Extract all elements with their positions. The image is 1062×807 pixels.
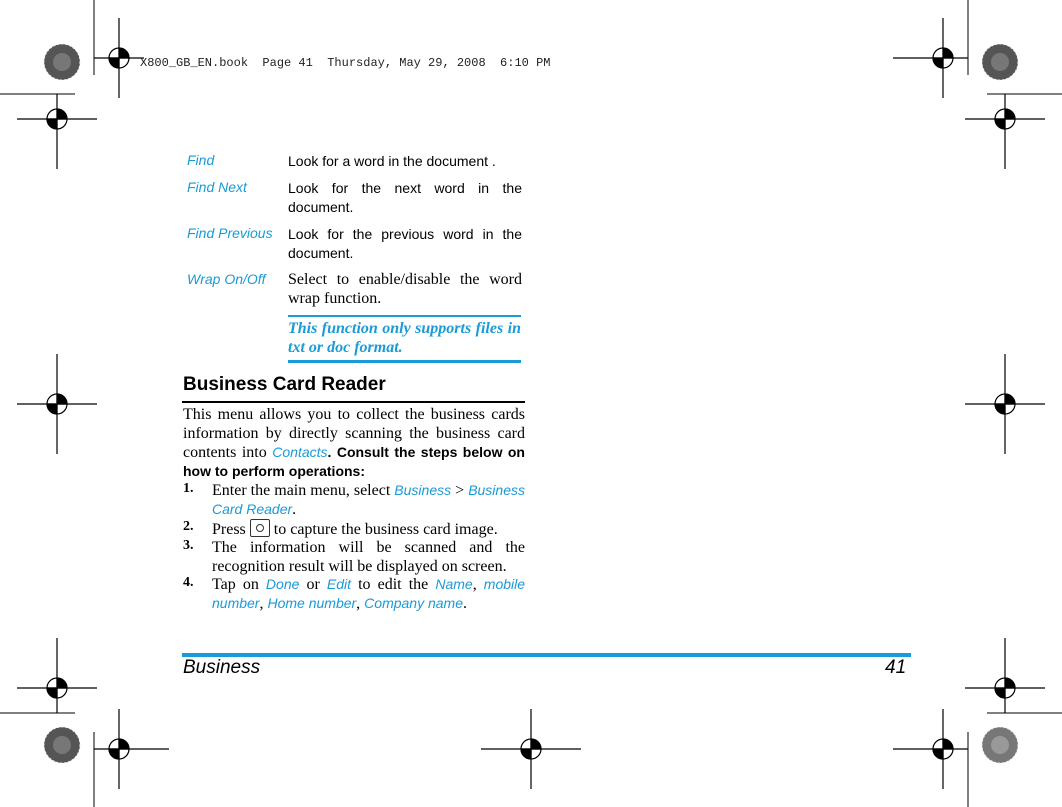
step-number: 3. [183, 538, 194, 553]
step-number: 2. [183, 519, 194, 534]
step-text-part: , [356, 595, 365, 612]
step-end: . [292, 501, 297, 518]
option-desc: Look for a word in the document . [288, 153, 496, 169]
footer-section: Business [183, 657, 261, 678]
option-desc: Select to enable/disable the word wrap function. [288, 271, 522, 307]
step-number: 4. [183, 575, 194, 590]
term-mobile-number: mobile number [212, 576, 526, 611]
option-term: Find [187, 152, 215, 168]
term-edit: Edit [326, 576, 352, 592]
print-header: X800_GB_EN.book Page 41 Thursday, May 29, 2008 6:10 PM [140, 56, 551, 70]
term-name: Name [435, 576, 473, 592]
step-text-part: to edit the [351, 576, 436, 593]
step-text-part: Enter the main menu, select [212, 482, 395, 499]
step-text-part: , [259, 595, 268, 612]
menu-business: Business [394, 482, 452, 498]
option-term: Find Previous [187, 225, 273, 241]
menu-business-card-reader: Business Card Reader [212, 482, 525, 517]
note-box: This function only supports files in txt or doc format. [288, 315, 521, 363]
step-text [212, 519, 525, 539]
option-desc: Look for the next word in the document. [288, 180, 522, 215]
footer-rule [182, 653, 911, 657]
section-rule [182, 401, 525, 403]
camera-key-icon [250, 519, 270, 537]
step-text [212, 481, 525, 519]
step-sep: > [451, 482, 469, 499]
step-number: 1. [183, 481, 194, 496]
section-intro [183, 405, 525, 481]
step-text-part: Press [212, 521, 246, 538]
term-done: Done [265, 576, 300, 592]
step-end: . [463, 595, 467, 612]
term-company-name: Company name [364, 595, 463, 611]
step-text [212, 575, 525, 613]
option-term: Wrap On/Off [187, 271, 266, 287]
term-home-number: Home number [267, 595, 357, 611]
step-text: The information will be scanned and the recognition result will be displayed on screen. [212, 539, 525, 575]
option-term: Find Next [187, 179, 247, 195]
step-text-part: Tap on [212, 576, 266, 593]
step-text-part: or [299, 576, 327, 593]
intro-instruction: . Consult the steps below on how to perform operations: [183, 444, 525, 479]
intro-text: This menu allows you to collect the business cards information by directly scanning the business card contents into [183, 406, 525, 461]
contacts-term: Contacts [272, 444, 328, 460]
page-number: 41 [885, 657, 907, 678]
section-title: Business Card Reader [183, 374, 386, 395]
step-text-part: to capture the business card image. [273, 521, 498, 538]
option-desc: Look for the previous word in the document. [288, 226, 522, 261]
step-text-part: , [472, 576, 484, 593]
